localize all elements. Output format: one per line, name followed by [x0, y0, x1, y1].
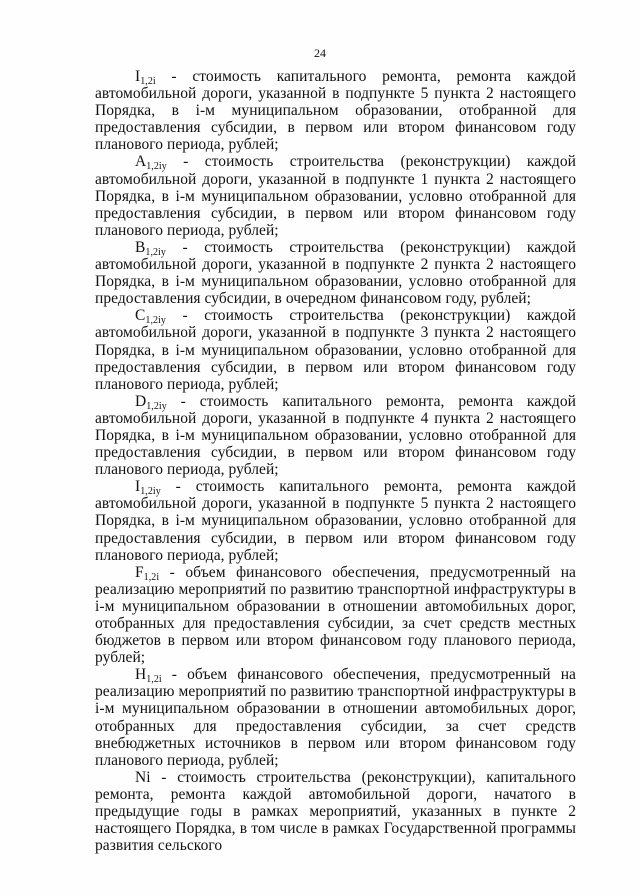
definition-text: - стоимость строительства (реконструкции), капитального ремонта, ремонта каждой автомобильной дороги, начатого в предыдущие годы в рамках мероприятий, указанных в пункте 2 настоящего Порядка, в том числе в рамках Государственной программы развития сельского [95, 768, 576, 855]
definition-text: - стоимость строительства (реконструкции) каждой автомобильной дороги, указанной в подпункте 3 пункта 2 настоящего Порядка, в i-м муниципальном образовании, условно отобранной для предоставления субсидии, в первом или втором финансовом году планового периода, рублей; [95, 307, 576, 393]
variable-letter: H [135, 666, 147, 684]
variable-symbol [135, 307, 166, 327]
variable-subscript: 1,2iy [146, 161, 167, 173]
definition-text: - стоимость капитального ремонта, ремонта каждой автомобильной дороги, указанной в подпункте 4 пункта 2 настоящего Порядка, в i-м муниципальном образовании, условно отобранной для предоставления субсидии, в первом или втором финансовом году планового периода, рублей; [95, 392, 576, 479]
variable-letter: D [135, 392, 147, 410]
variable-symbol [135, 68, 156, 85]
variable-letter: I [135, 478, 141, 496]
variable-letter: I [135, 68, 141, 85]
variable-symbol [135, 564, 159, 581]
definition-text: - объем финансового обеспечения, предусмотренный на реализацию мероприятий по развитию транспортной инфраструктуры в i-м муниципальном образовании в отношении автомобильных дорог, отобранных для предоставления субсидии, за счет средств местных бюджетов в первом или втором финансовом году планового периода, рублей; [95, 563, 576, 667]
definition-text: - объем финансового обеспечения, предусмотренный на реализацию мероприятий по развитию транспортной инфраструктуры в i-м муниципальном образовании в отношении автомобильных дорог, отобранных для предоставления субсидии, за счет средств внебюджетных источников в первом или втором финансовом году планового периода, рублей; [95, 666, 576, 769]
variable-symbol [135, 769, 151, 786]
definition-text: - стоимость строительства (реконструкции) каждой автомобильной дороги, указанной в подпункте 2 пункта 2 настоящего Порядка, в i-м муниципальном образовании, условно отобранной для предоставления субсидии, в очередном финансовом году, рублей; [95, 238, 576, 308]
variable-symbol [135, 393, 167, 410]
definition-paragraph-h [95, 666, 576, 769]
variable-subscript: 1,2i [140, 76, 156, 87]
variable-subscript: 1,2iy [145, 246, 166, 258]
variable-symbol [135, 666, 162, 686]
definition-paragraph-i [95, 68, 576, 153]
definition-paragraph-a [95, 153, 576, 238]
definition-text: - стоимость капитального ремонта, ремонта каждой автомобильной дороги, указанной в подпункте 5 пункта 2 настоящего Порядка, в i-м муниципальном образовании, отобранной для предоставления субсидии, в первом или втором финансовом году планового периода, рублей; [95, 68, 576, 154]
variable-subscript: 1,2i [143, 571, 160, 583]
variable-subscript: 1,2iy [146, 400, 167, 412]
definition-paragraph-b [95, 239, 576, 307]
variable-letter: F [135, 563, 144, 581]
variable-symbol [135, 239, 166, 256]
page-number: 24 [314, 46, 326, 60]
definition-text: - стоимость строительства (реконструкции) каждой автомобильной дороги, указанной в подпункте 1 пункта 2 настоящего Порядка, в i-м муниципальном образовании, условно отобранной для предоставления субсидии, в первом или втором финансовом году планового периода, рублей; [95, 153, 576, 239]
definition-paragraph-ni [95, 769, 576, 854]
variable-subscript: 1,2i [146, 674, 162, 686]
variable-subscript: 1,2iy [145, 315, 166, 327]
document-body [95, 68, 576, 854]
definition-paragraph-d [95, 393, 576, 478]
definition-paragraph-c [95, 307, 576, 392]
variable-letter: A [135, 153, 147, 171]
variable-letter: C [135, 307, 146, 325]
variable-symbol [135, 153, 167, 173]
variable-letter: Ni [135, 768, 151, 786]
variable-subscript: 1,2iy [140, 486, 161, 498]
definition-paragraph-f [95, 564, 576, 667]
variable-symbol [135, 478, 161, 498]
definition-text: - стоимость капитального ремонта, ремонта каждой автомобильной дороги, указанной в подпункте 5 пункта 2 настоящего Порядка, в i-м муниципальном образовании, условно отобранной для предоставления субсидии, в первом или втором финансовом году планового периода, рублей; [95, 478, 576, 564]
variable-letter: B [135, 238, 146, 256]
definition-paragraph-i-y [95, 478, 576, 563]
